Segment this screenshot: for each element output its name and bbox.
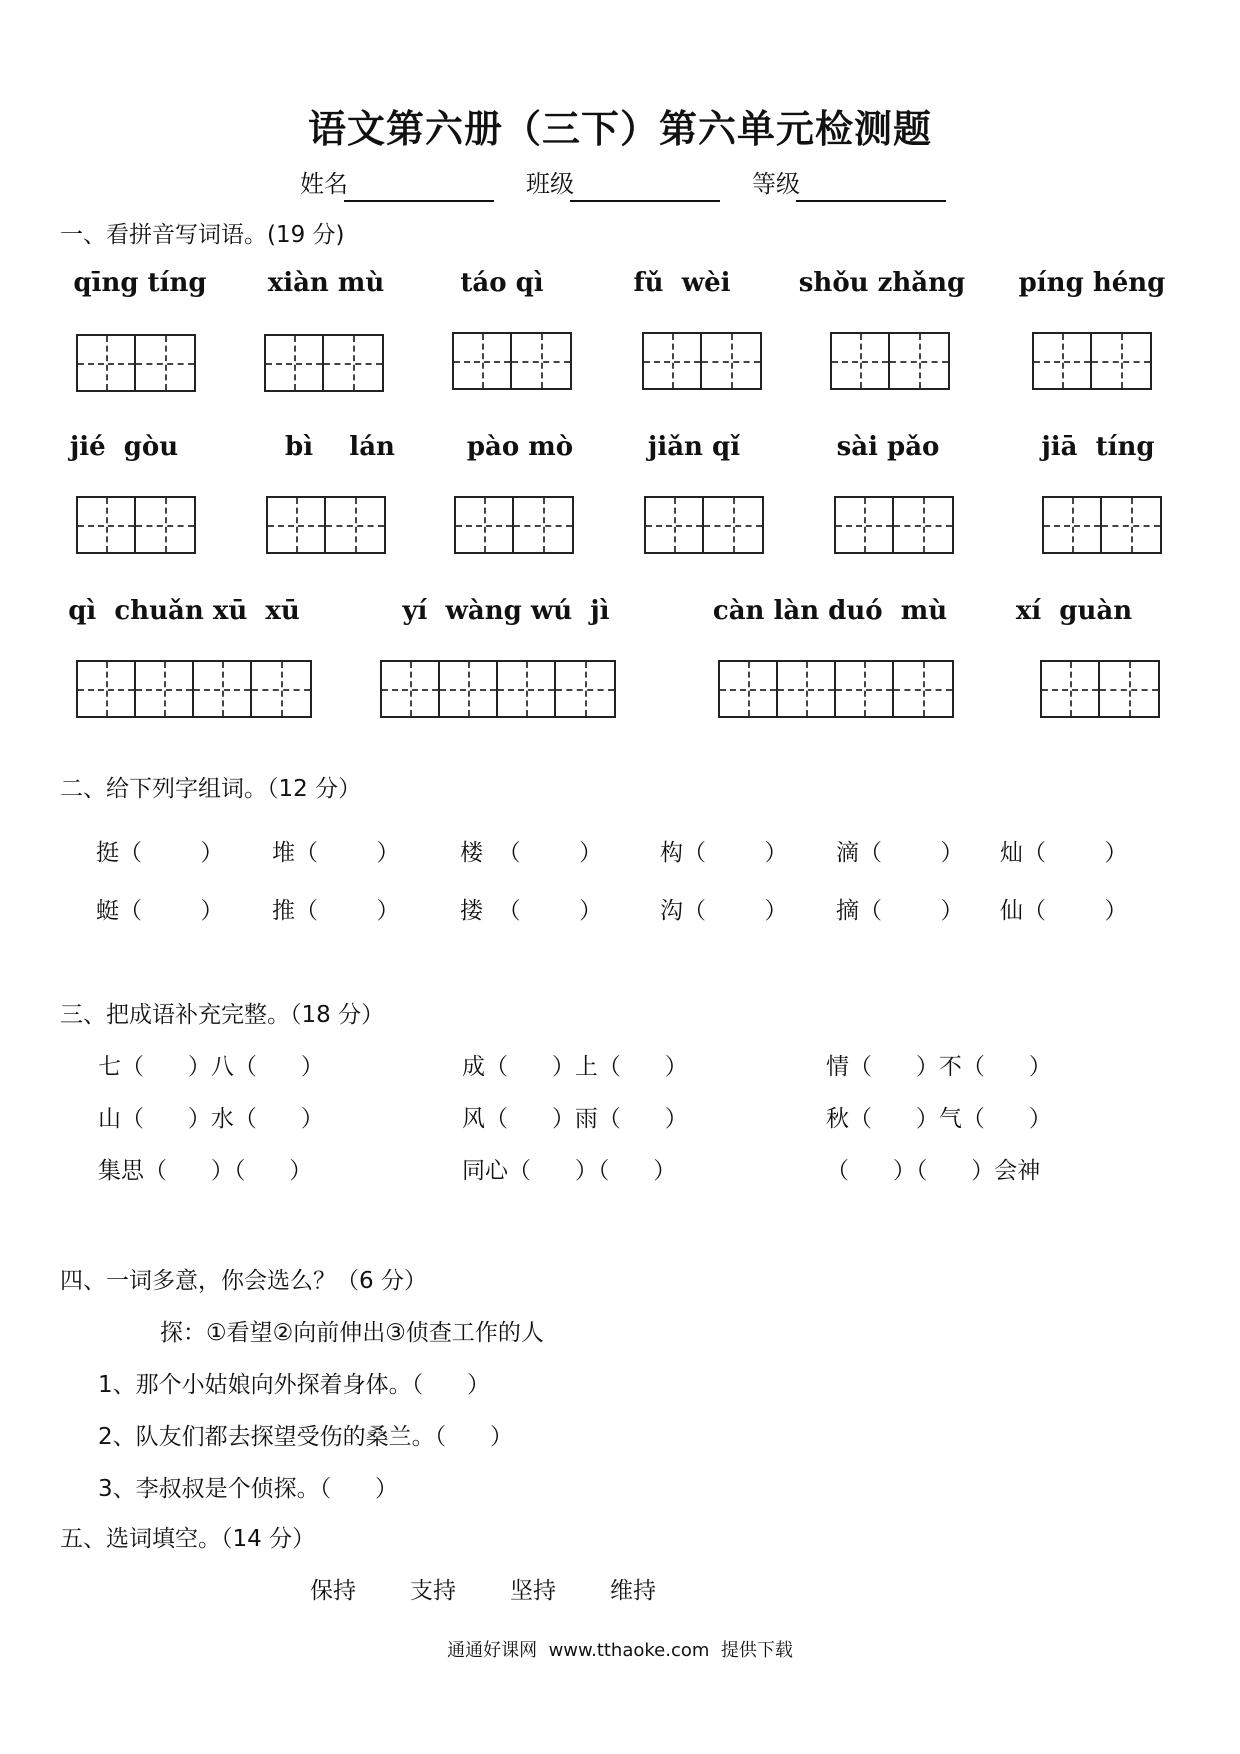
char-cell[interactable] [136, 498, 194, 552]
pinyin-label: càn làn duó mù [712, 596, 948, 626]
word-item-2-1: 蜓（ ） [96, 898, 224, 924]
question-item-3: 3、李叔叔是个侦探。（ ） [98, 1476, 398, 1502]
char-cell[interactable] [778, 662, 836, 716]
question-item-2: 2、队友们都去探望受伤的桑兰。（ ） [98, 1424, 513, 1450]
char-grid[interactable] [452, 332, 572, 390]
char-grid[interactable] [454, 496, 574, 554]
char-grid[interactable] [76, 660, 312, 718]
section1-heading: 一、看拼音写词语。(19 分) [60, 222, 345, 248]
char-grid[interactable] [718, 660, 954, 718]
char-cell[interactable] [382, 662, 440, 716]
char-cell[interactable] [252, 662, 310, 716]
char-grid[interactable] [830, 332, 950, 390]
idiom-item-2-3: 秋（ ）气（ ） [826, 1106, 1052, 1132]
char-cell[interactable] [646, 498, 704, 552]
grade-field[interactable] [796, 200, 946, 202]
char-cell[interactable] [1092, 334, 1150, 388]
char-grid[interactable] [1032, 332, 1152, 390]
choice-word-2: 支持 [410, 1578, 456, 1604]
pinyin-label: qīng tíng [73, 268, 207, 298]
char-cell[interactable] [512, 334, 570, 388]
section2-heading: 二、给下列字组词。（12 分） [60, 776, 362, 802]
pinyin-label: jiǎn qǐ [647, 432, 741, 462]
char-cell[interactable] [136, 662, 194, 716]
char-cell[interactable] [78, 662, 136, 716]
choice-word-4: 维持 [610, 1578, 656, 1604]
section4-heading: 四、一词多意，你会选么？（6 分） [60, 1268, 427, 1294]
char-grid[interactable] [1042, 496, 1162, 554]
char-cell[interactable] [1042, 662, 1100, 716]
pinyin-label: bì lán [285, 432, 395, 462]
char-cell[interactable] [894, 662, 952, 716]
idiom-item-2-1: 山（ ）水（ ） [98, 1106, 324, 1132]
pinyin-label: sài pǎo [836, 432, 940, 462]
idiom-item-1-3: 情（ ）不（ ） [826, 1054, 1052, 1080]
char-cell[interactable] [832, 334, 890, 388]
char-cell[interactable] [702, 334, 760, 388]
pinyin-label: pào mò [466, 432, 574, 462]
class-field[interactable] [570, 200, 720, 202]
char-grid[interactable] [76, 334, 196, 392]
word-item-1-5: 滴（ ） [836, 840, 964, 866]
idiom-item-3-3: （ ）（ ）会神 [826, 1158, 1041, 1184]
pinyin-label: jié gòu [69, 432, 179, 462]
grade-label: 等级 [752, 170, 800, 198]
pinyin-label: shǒu zhǎng [798, 268, 966, 298]
footer-text: 通通好课网 www.tthaoke.com 提供下载 [447, 1640, 793, 1661]
name-field[interactable] [344, 200, 494, 202]
pinyin-label: fǔ wèi [633, 268, 731, 298]
char-grid[interactable] [1040, 660, 1160, 718]
char-cell[interactable] [704, 498, 762, 552]
char-cell[interactable] [326, 498, 384, 552]
char-cell[interactable] [78, 336, 136, 390]
section5-heading: 五、选词填空。（14 分） [60, 1526, 316, 1552]
char-cell[interactable] [454, 334, 512, 388]
choice-word-1: 保持 [310, 1578, 356, 1604]
char-cell[interactable] [1034, 334, 1092, 388]
char-cell[interactable] [1102, 498, 1160, 552]
char-cell[interactable] [1044, 498, 1102, 552]
char-cell[interactable] [440, 662, 498, 716]
class-label: 班级 [526, 170, 574, 198]
word-item-1-6: 灿（ ） [1000, 840, 1128, 866]
char-grid[interactable] [264, 334, 384, 392]
char-cell[interactable] [194, 662, 252, 716]
page-title: 语文第六册（三下）第六单元检测题 [307, 107, 932, 151]
char-cell[interactable] [644, 334, 702, 388]
char-grid[interactable] [834, 496, 954, 554]
idiom-item-2-2: 风（ ）雨（ ） [462, 1106, 688, 1132]
char-grid[interactable] [266, 496, 386, 554]
char-grid[interactable] [76, 496, 196, 554]
definition-text: 探：①看望②向前伸出③侦查工作的人 [160, 1320, 544, 1346]
word-item-1-1: 挺（ ） [96, 840, 224, 866]
idiom-item-1-1: 七（ ）八（ ） [98, 1054, 324, 1080]
char-cell[interactable] [836, 498, 894, 552]
word-item-2-6: 仙（ ） [1000, 898, 1128, 924]
pinyin-label: qì chuǎn xū xū [68, 596, 300, 626]
idiom-item-1-2: 成（ ）上（ ） [462, 1054, 688, 1080]
student-info [0, 160, 1240, 210]
char-cell[interactable] [890, 334, 948, 388]
section3-heading: 三、把成语补充完整。（18 分） [60, 1002, 385, 1028]
pinyin-label: xí guàn [1015, 596, 1133, 626]
word-item-2-3: 搂 （ ） [460, 898, 603, 924]
pinyin-label: yí wàng wú jì [402, 596, 610, 626]
choice-word-3: 坚持 [510, 1578, 556, 1604]
char-cell[interactable] [78, 498, 136, 552]
name-label: 姓名 [300, 170, 348, 198]
char-cell[interactable] [556, 662, 614, 716]
char-cell[interactable] [720, 662, 778, 716]
char-grid[interactable] [644, 496, 764, 554]
char-grid[interactable] [642, 332, 762, 390]
char-cell[interactable] [514, 498, 572, 552]
word-item-2-4: 沟（ ） [660, 898, 788, 924]
char-cell[interactable] [836, 662, 894, 716]
word-item-2-5: 摘（ ） [836, 898, 964, 924]
char-cell[interactable] [498, 662, 556, 716]
pinyin-label: píng héng [1018, 268, 1166, 298]
char-cell[interactable] [268, 498, 326, 552]
char-grid[interactable] [380, 660, 616, 718]
char-cell[interactable] [1100, 662, 1158, 716]
char-cell[interactable] [324, 336, 382, 390]
idiom-item-3-2: 同心（ ）（ ） [462, 1158, 677, 1184]
char-cell[interactable] [894, 498, 952, 552]
idiom-item-3-1: 集思（ ）（ ） [98, 1158, 313, 1184]
pinyin-label: xiàn mù [267, 268, 385, 298]
char-cell[interactable] [456, 498, 514, 552]
question-item-1: 1、那个小姑娘向外探着身体。（ ） [98, 1372, 490, 1398]
char-cell[interactable] [136, 336, 194, 390]
word-item-2-2: 推（ ） [272, 898, 400, 924]
char-cell[interactable] [266, 336, 324, 390]
pinyin-label: jiā tíng [1041, 432, 1155, 462]
word-item-1-3: 楼 （ ） [460, 840, 603, 866]
word-item-1-4: 构（ ） [660, 840, 788, 866]
word-item-1-2: 堆（ ） [272, 840, 400, 866]
pinyin-label: táo qì [460, 268, 544, 298]
